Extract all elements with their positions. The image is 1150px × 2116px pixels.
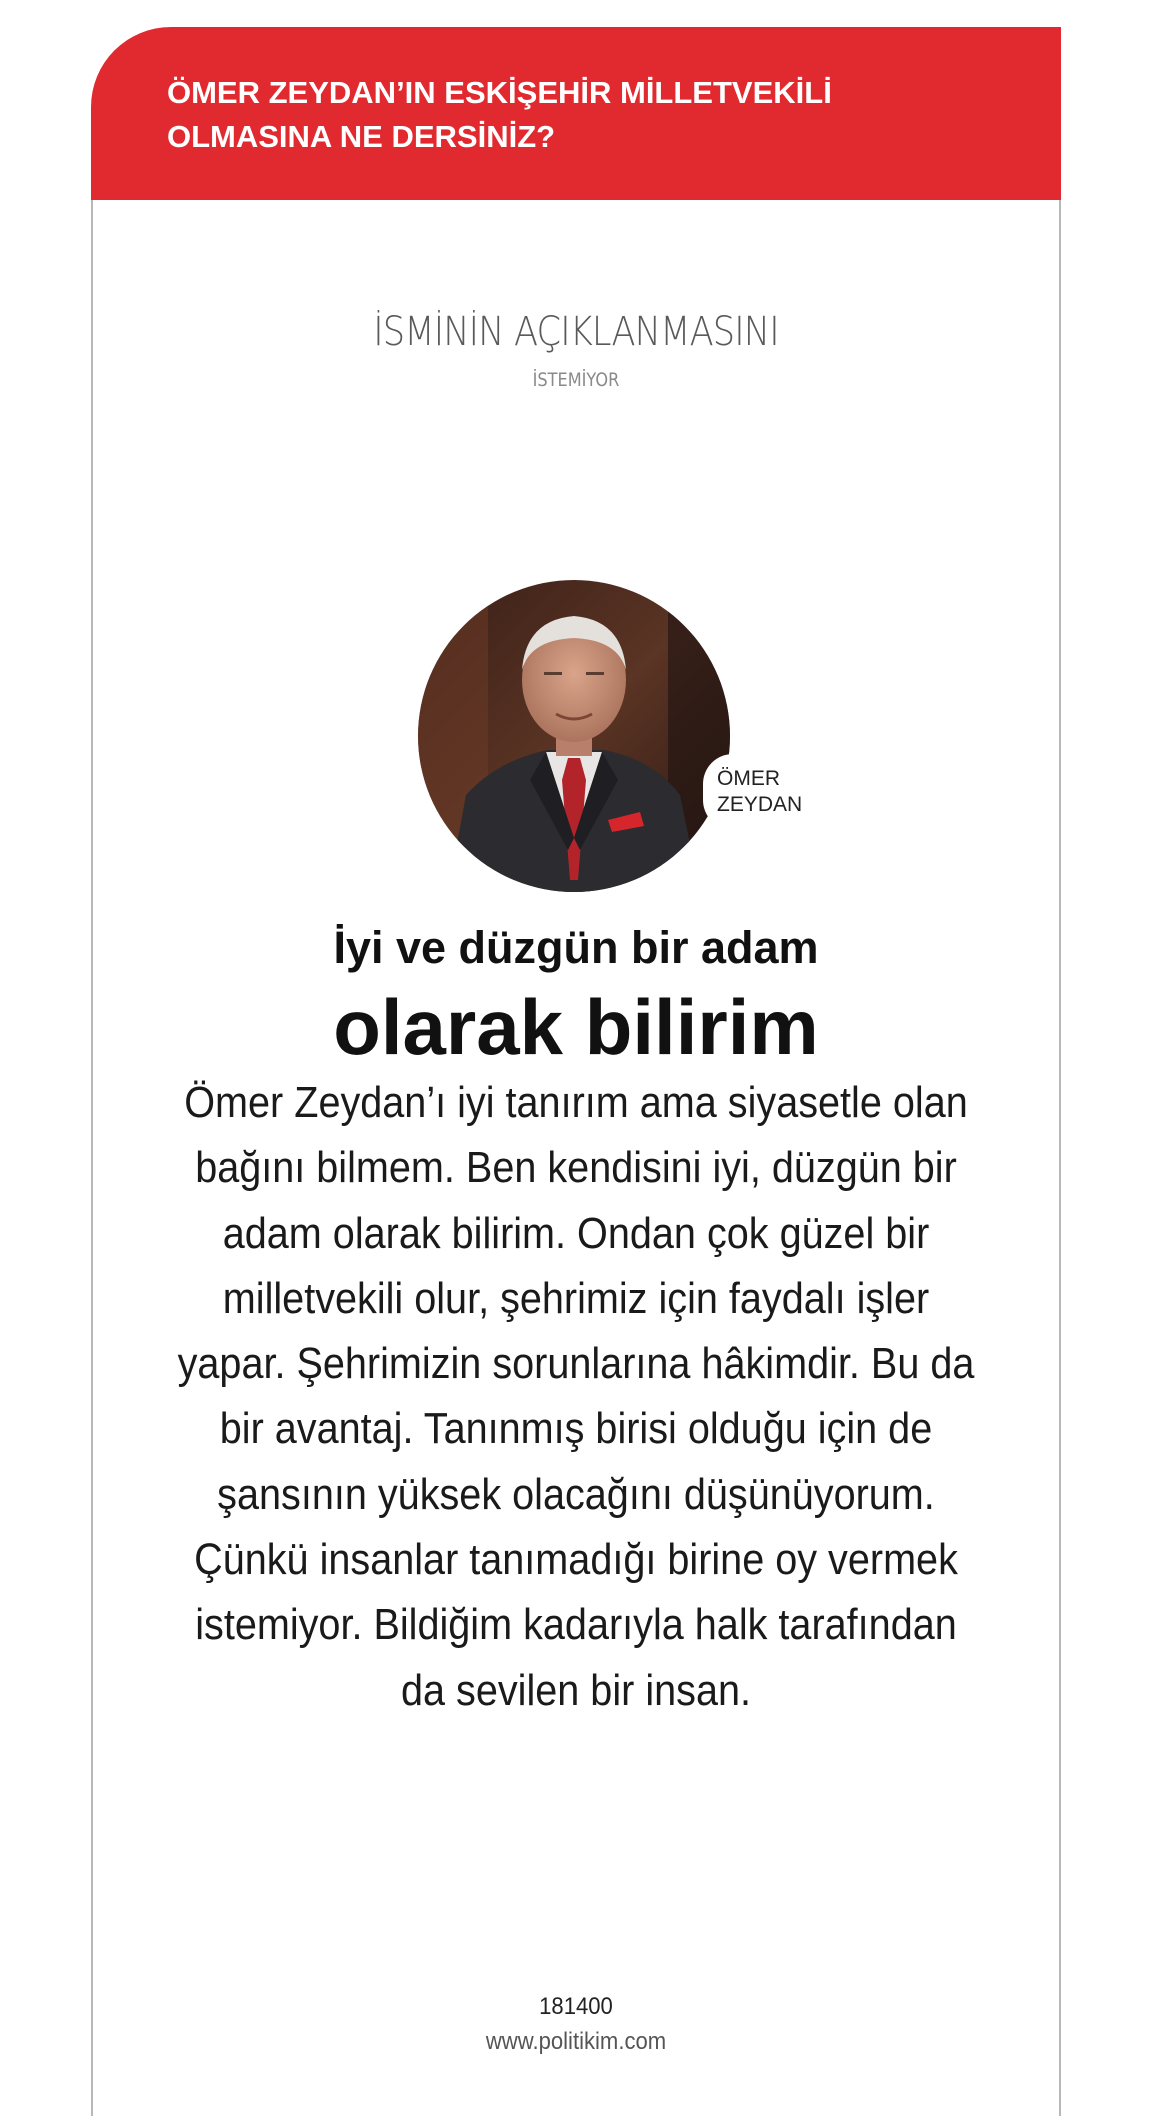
portrait-image	[418, 580, 730, 892]
footer-code: 181400	[539, 1993, 613, 2020]
footer-url[interactable]: www.politikim.com	[485, 2028, 667, 2055]
headline-line-1: İyi ve düzgün bir adam	[333, 922, 819, 973]
headline-line-2: olarak bilirim	[333, 983, 819, 1071]
quote-text: Ömer Zeydan’ı iyi tanırım ama siyasetle olan bağını bilmem. Ben kendisini iyi, düzgün bir adam olarak bilirim. Ondan çok güzel bir milletvekili olur, şehrimiz için faydalı işler yapar. Şehrimizin sorunlarına hâkimdir. Bu da bir avantaj. Tanınmış birisi olduğu için de şansının yüksek olacağını düşünüyorum. Çünkü insanlar tanımadığı birine oy vermek istemiyor. Bildiğim kadarıyla halk tarafından da sevilen bir insan.	[177, 1078, 975, 1715]
respondent-anonymous-subtitle: İSTEMİYOR	[532, 369, 620, 391]
respondent-anonymous-title: İSMİNİN AÇIKLANMASINI	[373, 309, 779, 355]
subject-name-label: ÖMER ZEYDAN	[703, 754, 831, 830]
header-title: ÖMER ZEYDAN’IN ESKİŞEHİR MİLLETVEKİLİ OLMASINA NE DERSİNİZ?	[167, 75, 832, 154]
header-band	[91, 27, 1061, 200]
subject-portrait	[418, 580, 730, 892]
